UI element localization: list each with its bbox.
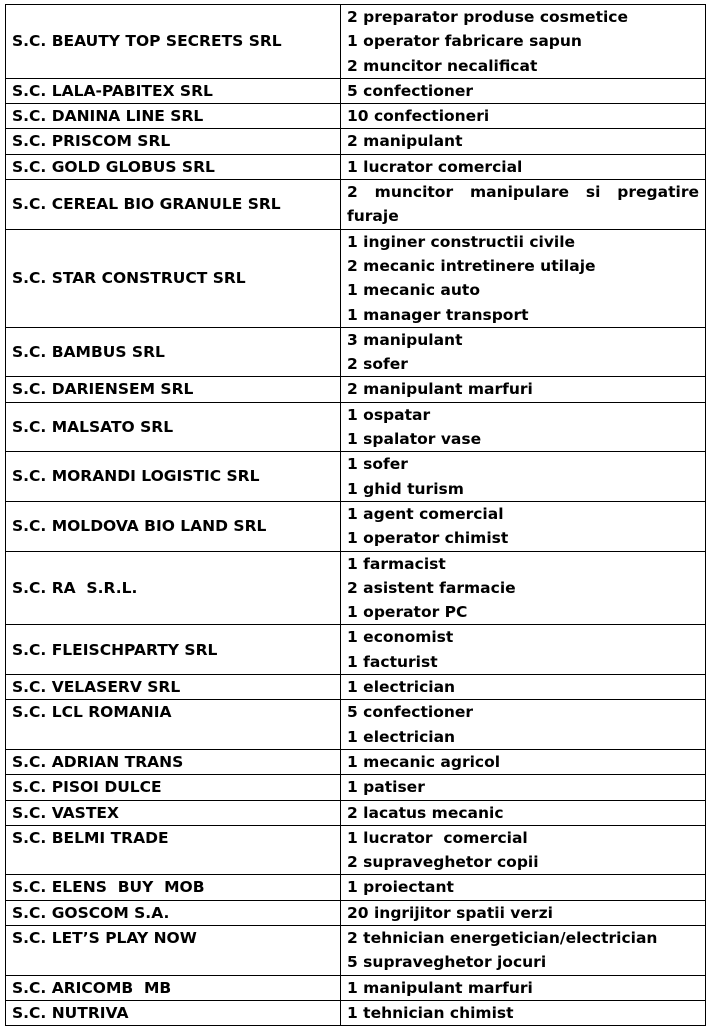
job-item: 2 supraveghetor copii bbox=[347, 853, 539, 872]
job-item: 2 manipulant marfuri bbox=[347, 380, 533, 399]
job-item: 10 confectioneri bbox=[347, 107, 490, 126]
table-row bbox=[6, 5, 706, 79]
jobs-table-body bbox=[6, 5, 706, 1026]
company-name: S.C. BAMBUS SRL bbox=[6, 327, 341, 377]
company-name: S.C. VASTEX bbox=[6, 800, 341, 825]
job-item: 2 manipulant bbox=[347, 132, 463, 151]
job-list bbox=[341, 675, 706, 700]
job-item: 1 lucrator comercial bbox=[347, 157, 523, 176]
table-row bbox=[6, 180, 706, 230]
job-item: 1 electrician bbox=[347, 727, 456, 746]
table-row bbox=[6, 377, 706, 402]
table-row bbox=[6, 749, 706, 774]
company-name: S.C. PRISCOM SRL bbox=[6, 129, 341, 154]
table-row bbox=[6, 229, 706, 327]
company-name: S.C. PISOI DULCE bbox=[6, 775, 341, 800]
company-name: S.C. MALSATO SRL bbox=[6, 402, 341, 452]
job-item: 1 farmacist bbox=[347, 554, 446, 573]
job-item: 2 preparator produse cosmetice bbox=[347, 8, 628, 26]
job-list bbox=[341, 700, 706, 750]
table-row bbox=[6, 825, 706, 875]
table-row bbox=[6, 875, 706, 900]
company-name: S.C. GOSCOM S.A. bbox=[6, 900, 341, 925]
job-item: 1 ghid turism bbox=[347, 479, 464, 498]
job-item: 1 patiser bbox=[347, 778, 425, 797]
company-name: S.C. DARIENSEM SRL bbox=[6, 377, 341, 402]
job-list bbox=[341, 875, 706, 900]
job-item: 2 lacatus mecanic bbox=[347, 803, 504, 822]
job-item: 1 electrician bbox=[347, 678, 456, 697]
company-name: S.C. LALA-PABITEX SRL bbox=[6, 78, 341, 103]
company-name: S.C. ELENS BUY MOB bbox=[6, 875, 341, 900]
job-item: 2 asistent farmacie bbox=[347, 578, 516, 597]
table-row bbox=[6, 501, 706, 551]
job-item: 1 spalator vase bbox=[347, 430, 482, 449]
job-list bbox=[341, 104, 706, 129]
company-name: S.C. STAR CONSTRUCT SRL bbox=[6, 229, 341, 327]
table-row bbox=[6, 104, 706, 129]
table-row bbox=[6, 775, 706, 800]
job-item: 5 confectioner bbox=[347, 81, 474, 100]
company-name: S.C. ADRIAN TRANS bbox=[6, 749, 341, 774]
job-item: 1 operator chimist bbox=[347, 529, 509, 548]
job-list bbox=[341, 925, 706, 975]
job-item: 1 manipulant marfuri bbox=[347, 978, 533, 997]
job-list bbox=[341, 78, 706, 103]
company-name: S.C. LET’S PLAY NOW bbox=[6, 925, 341, 975]
table-row bbox=[6, 800, 706, 825]
job-item: 1 ospatar bbox=[347, 405, 431, 424]
job-item: 1 manager transport bbox=[347, 305, 529, 324]
table-row bbox=[6, 925, 706, 975]
job-item: 1 proiectant bbox=[347, 878, 454, 897]
job-item: 2 muncitor necalificat bbox=[347, 56, 538, 75]
job-list bbox=[341, 154, 706, 179]
job-list bbox=[341, 900, 706, 925]
job-list bbox=[341, 229, 706, 327]
table-row bbox=[6, 452, 706, 502]
table-row bbox=[6, 625, 706, 675]
job-list bbox=[341, 800, 706, 825]
table-row bbox=[6, 900, 706, 925]
job-item: 3 manipulant bbox=[347, 330, 463, 349]
job-list bbox=[341, 129, 706, 154]
table-row bbox=[6, 154, 706, 179]
job-item: 1 lucrator comercial bbox=[347, 828, 528, 847]
table-row bbox=[6, 402, 706, 452]
company-name: S.C. BEAUTY TOP SECRETS SRL bbox=[6, 5, 341, 79]
job-list bbox=[341, 975, 706, 1000]
job-list bbox=[341, 327, 706, 377]
job-item: 1 sofer bbox=[347, 455, 408, 474]
company-name: S.C. MOLDOVA BIO LAND SRL bbox=[6, 501, 341, 551]
job-list bbox=[341, 775, 706, 800]
job-list bbox=[341, 825, 706, 875]
job-item: 2 sofer bbox=[347, 355, 408, 374]
job-list bbox=[341, 377, 706, 402]
job-list bbox=[341, 402, 706, 452]
company-name: S.C. MORANDI LOGISTIC SRL bbox=[6, 452, 341, 502]
job-item: 1 facturist bbox=[347, 652, 438, 671]
job-item: 1 mecanic agricol bbox=[347, 752, 501, 771]
table-row bbox=[6, 975, 706, 1000]
job-list bbox=[341, 5, 706, 79]
job-item: 1 mecanic auto bbox=[347, 281, 480, 300]
job-item: 1 economist bbox=[347, 628, 454, 647]
job-item: 5 confectioner bbox=[347, 703, 474, 722]
job-item: 20 ingrijitor spatii verzi bbox=[347, 903, 553, 922]
job-item: 1 agent comercial bbox=[347, 504, 504, 523]
company-name: S.C. CEREAL BIO GRANULE SRL bbox=[6, 180, 341, 230]
table-row bbox=[6, 78, 706, 103]
company-name: S.C. VELASERV SRL bbox=[6, 675, 341, 700]
job-list bbox=[341, 1000, 706, 1025]
job-item: 5 supraveghetor jocuri bbox=[347, 953, 547, 972]
job-item: 1 operator PC bbox=[347, 603, 468, 622]
company-name: S.C. ARICOMB MB bbox=[6, 975, 341, 1000]
job-list bbox=[341, 749, 706, 774]
table-row bbox=[6, 675, 706, 700]
company-name: S.C. FLEISCHPARTY SRL bbox=[6, 625, 341, 675]
table-row bbox=[6, 129, 706, 154]
job-list bbox=[341, 501, 706, 551]
jobs-table bbox=[5, 4, 706, 1026]
table-row bbox=[6, 700, 706, 750]
table-row bbox=[6, 551, 706, 625]
job-list: 2 muncitor manipulare si pregatire furaje bbox=[341, 180, 706, 230]
job-list bbox=[341, 452, 706, 502]
job-item: 2 mecanic intretinere utilaje bbox=[347, 256, 596, 275]
job-list bbox=[341, 625, 706, 675]
job-list bbox=[341, 551, 706, 625]
table-row bbox=[6, 327, 706, 377]
company-name: S.C. RA S.R.L. bbox=[6, 551, 341, 625]
company-name: S.C. DANINA LINE SRL bbox=[6, 104, 341, 129]
job-item: 1 inginer constructii civile bbox=[347, 232, 576, 251]
table-row bbox=[6, 1000, 706, 1025]
job-item: 1 tehnician chimist bbox=[347, 1003, 514, 1022]
company-name: S.C. GOLD GLOBUS SRL bbox=[6, 154, 341, 179]
company-name: S.C. LCL ROMANIA bbox=[6, 700, 341, 750]
company-name: S.C. NUTRIVA bbox=[6, 1000, 341, 1025]
job-item: 1 operator fabricare sapun bbox=[347, 32, 582, 51]
company-name: S.C. BELMI TRADE bbox=[6, 825, 341, 875]
job-item: 2 tehnician energetician/electrician bbox=[347, 928, 658, 947]
